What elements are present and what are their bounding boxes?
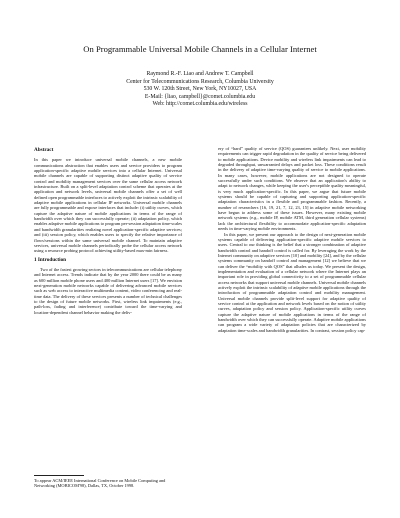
paragraph: In this paper, we present our approach to the design of next-generation mobile systems capable of delivering application-specific adaptive mobile services to users. Central to our thinking is the belief that a stronger combination of adaptive bandwidth control and handoff control is called for. By leveraging the work by the Internet community on adaptive services [10] and mobility [24], and by the cellular systems community on handoff control and management [12] we believe that we can deliver the “mobility with QOS” that alludes us today. We present the design, implementation and evaluation of a cellular network where the Internet plays an important role in providing global connectivity to a set of programmable cellular access networks that support universal mobile channels. Universal mobile channels actively exploit the intrinsic scalability of adaptive mobile applications through the introduction of programmable adaptation control and mobility management. Universal mobile channels provide split-level support for adaptive quality of service control at the application and network levels based on the notion of utility curves, adaptation policy and session policy. Application-specific utility curves capture the adaptive nature of mobile applications in terms of the range of bandwidth over which they can successfully operate. Adaptive mobile applications can program a wide variety of adaptation policies that are characterized by adaptation time-scales and bandwidth granularities. In contrast, session policy cap- xyxy=(218,231,366,333)
abstract-text: In this paper we introduce universal mobile channels, a new mobile communications abstraction that enables users and service providers to program application-specific adaptive mobile services into a cellular Internet. Universal mobile channels are capable of supporting distinct adaptive quality of service control and mobility management services over the same cellular access network infrastructure. Built on a split-level adaptation control scheme that operates at the application and network levels, universal mobile channels offer a set of well defined open programmable interfaces to actively exploit the intrinsic scalability of adaptive mobile applications in cellular IP networks. Universal mobile channels are fully programmable and expose interfaces that include: (i) utility curves, which capture the adaptive nature of mobile applications in terms of the range of bandwidth over which they can successfully operate; (ii) adaptation policy, which enables adaptive mobile applications to program per-session adaptation time-scales and bandwidth granularities realizing novel application-specific adaptive services; and (iii) session policy, which enables users to specify the relative importance of flows/sessions within the same universal mobile channel. To maintain adaptive services, universal mobile channels periodically probe the cellular access network using a resource probing protocol achieving utility-based max-min fairness. xyxy=(34,157,182,254)
author-names: Raymond R.-F. Liao and Andrew T. Campbell xyxy=(146,71,254,77)
footnote-rule xyxy=(34,475,84,476)
left-column xyxy=(34,148,182,315)
introduction-heading: 1 Introduction xyxy=(34,256,67,263)
right-column xyxy=(218,146,366,333)
author-affiliation: Center for Telecommunications Research, Columbia University xyxy=(126,78,274,85)
author-web: Web: http://comet.columbia.edu/wireless xyxy=(152,101,248,108)
author-address: 530 W. 120th Street, New York, NY10027, USA xyxy=(143,86,257,93)
author-block xyxy=(60,71,340,109)
footnote: To appear ACM/IEEE International Conference on Mobile Computing and Networking (MOBICOM'98), Dallas, TX, October 1998. xyxy=(34,478,166,489)
author-email: E-Mail: {liao, campbell}@comet.columbia.edu xyxy=(144,93,256,100)
paper-title: On Programmable Universal Mobile Channels in a Cellular Internet xyxy=(83,44,317,54)
abstract-heading: Abstract xyxy=(34,147,54,153)
introduction-text: Two of the fastest growing sectors in telecommunications are cellular telephony and Internet access. Trends indicate that by the year 2000 there could be as many as 600 million mobile phone users and 400 million Internet users [17]. We envision next-generation mobile networks capable of delivering advanced mobile services such as web access to interactive multimedia content, video conferencing and real-time data. The delivery of these services presents a number of technical challenges to the design of future mobile networks. First, wireless link impairments (e.g., path-loss, fading and interference) contribute toward the time-varying and location-dependent channel behavior making the deliv- xyxy=(34,266,182,315)
paragraph: ery of “hard” quality of service (QOS) guarantees unlikely. Next, user mobility requirements can trigger rapid degradation in the quality of service being delivered to mobile applications. Device mobility and wireless link impairments can lead to degraded throughput, unwarranted delays and packet loss. These conditions result in the delivery of adaptive time-varying quality of service to mobile applications. In many cases, however, mobile applications are not designed to operate successfully under such conditions. We observe that an application's ability to adapt to network changes, while keeping the user's perceptible quality meaningful, is very much application-specific. In this paper, we argue that future mobile systems should be capable of capturing and supporting application-specific adaptation characteristics in a flexible and programmable fashion. Recently, a number of researchers [16, 19, 21, 7, 12, 23, 15] in adaptive mobile networking have begun to address some of these issues. However, many existing mobile network systems (e.g., mobile IP, mobile ATM, third generation cellular systems) lack the architectural flexibility to accommodate application-specific adaptation needs in time-varying mobile environments. xyxy=(218,146,366,232)
